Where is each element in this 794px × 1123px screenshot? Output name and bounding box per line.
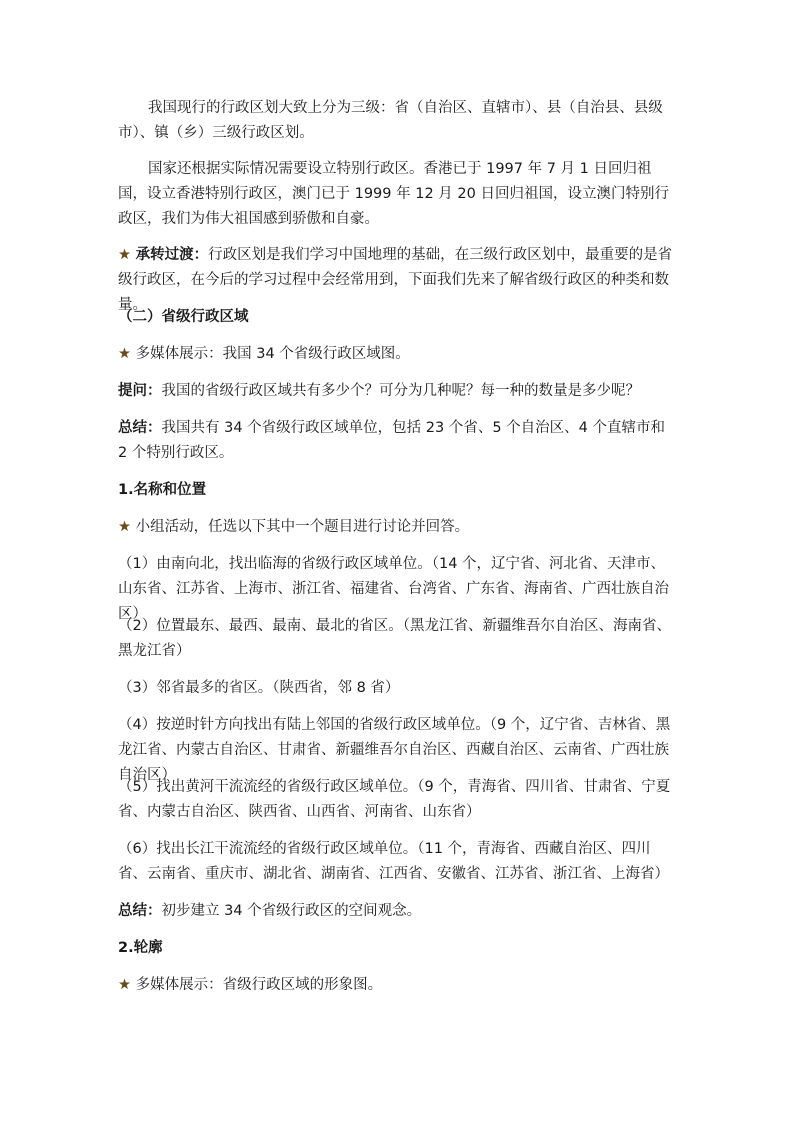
summary-label: 总结： xyxy=(118,420,162,436)
paragraph-multimedia-map xyxy=(118,342,678,367)
summary-label: 总结： xyxy=(118,903,162,919)
star-icon: ★ xyxy=(118,247,131,263)
star-icon: ★ xyxy=(118,346,131,362)
section-heading-provincial: （二）省级行政区域 xyxy=(118,309,249,325)
question-item-2: （2）位置最东、最西、最南、最北的省区。（黑龙江省、新疆维吾尔自治区、海南省、黑龙江省） xyxy=(118,618,671,659)
paragraph-special-regions: 国家还根据实际情况需要设立特别行政区。香港已于 1997 年 7 月 1 日回归祖国，设立香港特别行政区，澳门已于 1999 年 12 月 20 日回归祖国，设立澳门特别行政区，我们为伟大祖国感到骄傲和自豪。 xyxy=(118,161,669,227)
paragraph-question xyxy=(118,379,678,404)
summary-text: 初步建立 34 个省级行政区的空间观念。 xyxy=(161,903,422,919)
question-item-5: （5）找出黄河干流流经的省级行政区域单位。（9 个，青海省、四川省、甘肃省、宁夏省、内蒙古自治区、陕西省、山西省、河南省、山东省） xyxy=(118,779,671,820)
paragraph-summary-spatial xyxy=(118,899,678,924)
transition-text: 行政区划是我们学习中国地理的基础，在三级行政区划中，最重要的是省级行政区，在今后的学习过程中会经常用到，下面我们先来了解省级行政区的种类和数量。 xyxy=(118,247,673,313)
paragraph-admin-levels: 我国现行的行政区划大致上分为三级：省（自治区、直辖市）、县（自治县、县级市）、镇（乡）三级行政区划。 xyxy=(118,100,663,141)
group-activity-text: 小组活动，任选以下其中一个题目进行讨论并回答。 xyxy=(135,519,470,535)
star-icon: ★ xyxy=(118,977,131,993)
question-item-6: （6）找出长江干流流经的省级行政区域单位。（11 个，青海省、西藏自治区、四川省、云南省、重庆市、湖北省、湖南省、江西省、安徽省、江苏省、浙江省、上海省） xyxy=(118,841,669,882)
transition-label: 承转过渡： xyxy=(135,247,209,263)
paragraph-multimedia-shape xyxy=(118,973,678,998)
paragraph-summary-count xyxy=(118,416,678,466)
multimedia-map-text: 多媒体展示：我国 34 个省级行政区域图。 xyxy=(135,346,410,362)
paragraph-group-activity xyxy=(118,515,678,540)
summary-text: 我国共有 34 个省级行政区域单位，包括 23 个省、5 个自治区、4 个直辖市和 2 个特别行政区。 xyxy=(118,420,666,461)
question-text: 我国的省级行政区域共有多少个？可分为几种呢？每一种的数量是多少呢？ xyxy=(161,383,640,399)
section-heading-outline: 2.轮廓 xyxy=(118,940,163,956)
star-icon: ★ xyxy=(118,519,131,535)
section-heading-names: 1.名称和位置 xyxy=(118,482,207,498)
question-label: 提问： xyxy=(118,383,162,399)
question-item-1: （1）由南向北，找出临海的省级行政区域单位。（14 个，辽宁省、河北省、天津市、山东省、江苏省、上海市、浙江省、福建省、台湾省、广东省、海南省、广西壮族自治区） xyxy=(118,556,669,622)
multimedia-shape-text: 多媒体展示：省级行政区域的形象图。 xyxy=(135,977,383,993)
question-item-3: （3）邻省最多的省区。（陕西省，邻 8 省） xyxy=(118,680,400,696)
question-item-4: （4）按逆时针方向找出有陆上邻国的省级行政区域单位。（9 个，辽宁省、吉林省、黑龙江省、内蒙古自治区、甘肃省、新疆维吾尔自治区、西藏自治区、云南省、广西壮族自治区） xyxy=(118,717,671,783)
